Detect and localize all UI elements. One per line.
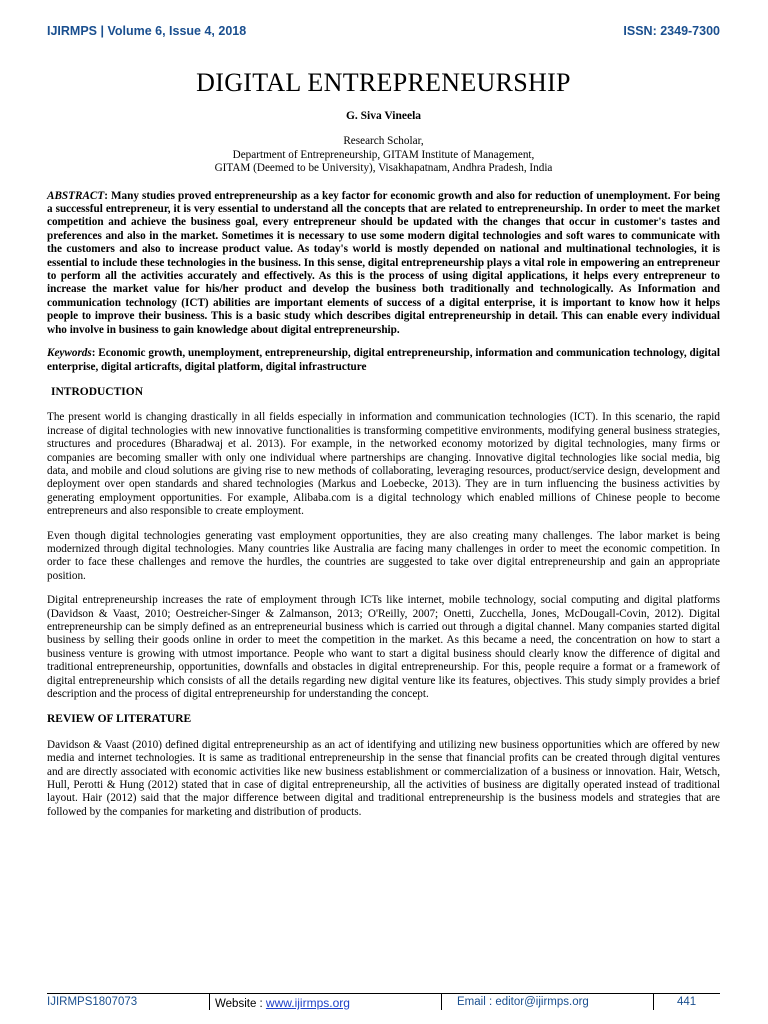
intro-paragraph: The present world is changing drastically in all fields especially in information and communication technologies (ICT). In this scenario, the rapid increase of digital technologies with new innovative functionalities is transforming competitive environments, modifying general business strategies, structures and procedures (Bharadwaj et al. 2013). For example, in the networked economy motorized by digital technologies, many firms or companies are becoming smaller with only one individual where partnerships are changing. Innovative digital technologies like social media, big data, and mobile and cloud solutions are giving rise to new methods of collaborating, leveraging resources, product/service design, development and deployment over open standards and shared technologies (Markus and Loebecke, 2013). They are in turn influencing the business activities by generating employment opportunities. For example, Alibaba.com is a digital technology which enabled millions of Chinese people to become entrepreneurs and also responsible to create employment. [47,411,720,518]
paper-title: DIGITAL ENTREPRENEURSHIP [196,68,571,97]
paper-id: IJIRMPS1807073 [47,996,138,1008]
abstract-label: ABSTRACT [47,189,105,202]
website-link[interactable]: www.ijirmps.org [265,996,350,1010]
footer-separator [653,993,654,1010]
author-name: G. Siva Vineela [345,110,422,122]
abstract [47,190,720,337]
footer-separator [209,993,210,1010]
review-paragraph: Davidson & Vaast (2010) defined digital entrepreneurship as an act of identifying and utilizing new business opportunities which are offered by new media and internet technologies. It is same as traditional entrepreneurship in the sense that financial profits can be created through digital ventures and are directly associated with economic activities like new business establishment or commercialization of a business or innovation. Hair, Wetsch, Hull, Perotti & Hung (2012) stated that in case of digital entrepreneurship, all the activities of business are digitally operated instead of traditional layout. Hair (2012) said that the major difference between digital and traditional entrepreneurship is the business models and strategies that are followed by the companies for marketing and distribution of products. [47,738,720,818]
footer-separator [441,993,442,1010]
website [215,996,350,1010]
affiliation-line: Research Scholar, [343,135,424,148]
keywords-text: : Economic growth, unemployment, entrepreneurship, digital entrepreneurship, information and communication technology, digital enterprise, digital articrafts, digital platform, digital infrastructure [47,347,720,373]
intro-paragraph: Digital entrepreneurship increases the rate of employment through ICTs like internet, mobile technology, social computing and digital platforms (Davidson & Vaast, 2010; Oestreicher-Singer & Zalmanson, 2013; O'Reilly, 2007; Onetti, Zucchella, Jones, McDougall-Covin, 2012). Digital entrepreneurship can be simply defined as an entrepreneurial business which is carried out through a digital channel. Many companies started digital business by selling their goods online in order to meet the competition in the market. As this became a need, the concentration on how to start a business venture is growing with utmost importance. People who want to start a digital business should clearly know the difference of digital and traditional entrepreneurship, opportunities, downfalls and obstacles in digital entrepreneurship. For this, people require a format or a framework of digital entrepreneurship which consists of all the details regarding new digital venture like its features, objectives. This study simply provides a brief description and the process of digital entrepreneurship for understanding the concept. [47,594,720,701]
abstract-text: : Many studies proved entrepreneurship as a key factor for economic growth and also for reduction of unemployment. For being a successful entrepreneur, it is very essential to understand all the concepts that are related to entrepreneurship. In order to meet the market competition and achieve the business goal, every entrepreneur should be updated with the changes that occur in customer's tastes and preferences and also in the market. Sometimes it is necessary to use some modern digital technologies and soft wares to communicate with the customers and also to increase product value. As today's world is mostly depended on national and multinational technologies, it is essential to include these technologies in the business. In this sense, digital entrepreneurship plays a vital role in empowering an entrepreneur to perform all the activities accurately and effectively. As this is the process of using digital applications, it helps every entrepreneur to increase the market value for his/her product and develop the business both traditionally and technologically. As Information and communication technology (ICT) abilities are important elements of success of a digital enterprise, it is important to know how it helps people to improve their business. This is a basic study which describes digital entrepreneurship in detail. This can enable every individual who involve in business to gain knowledge about digital entrepreneurship. [47,189,720,336]
issn-header: ISSN: 2349-7300 [623,24,720,38]
affiliation-line: GITAM (Deemed to be University), Visakhapatnam, Andhra Pradesh, India [214,162,553,175]
email: Email : editor@ijirmps.org [457,996,589,1008]
page-number: 441 [677,996,697,1008]
keywords [47,347,720,374]
article-body [47,60,720,830]
keywords-label: Keywords [47,347,92,360]
affiliation-line: Department of Entrepreneurship, GITAM Institute of Management, [232,148,535,161]
section-heading-introduction: INTRODUCTION [51,385,144,398]
page-footer [47,993,720,1015]
website-label: Website : [215,998,266,1010]
affiliation [47,135,720,175]
footer-divider [47,993,720,994]
section-heading-review: REVIEW OF LITERATURE [47,713,192,726]
intro-paragraph: Even though digital technologies generating vast employment opportunities, they are also creating many challenges. The labor market is being modernized through digital technologies. Many countries like Australia are facing many challenges in order to meet the economic competition. In order to face these challenges and remove the hurdles, the countries are suggested to take over digital entrepreneurship and gain an appropriate position. [47,529,720,582]
journal-header: IJIRMPS | Volume 6, Issue 4, 2018 [47,24,247,38]
